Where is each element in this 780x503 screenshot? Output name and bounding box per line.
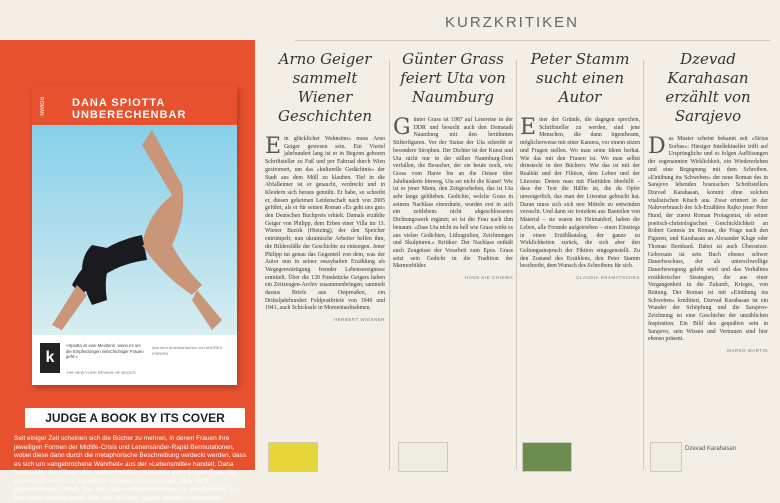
drop-cap: G	[393, 115, 411, 140]
publisher-logo: k	[40, 343, 60, 373]
review-column-stamm	[520, 50, 640, 282]
book-thumbnail-caption: Dzevad Karahasan	[685, 446, 737, 452]
book-cover-photo	[32, 125, 237, 335]
drop-cap: E	[520, 115, 537, 140]
drop-cap: E	[265, 134, 282, 159]
review-title: Dzevad Karahasan erzählt von Sarajevo	[665, 50, 751, 125]
review-text: Ein glücklicher Wahnsinn« muss Arno Geiger gewesen sein. Ein Viertel jahrhundert lang ist er in Begonn geboren Schriftsteller zu Fuß und per Fahrrad durch Wien gestromert, um das »kulturelle Gedächtnis« der Stadt aus dem Müll zu klauben. Tief in die Abfalleimer ist er getaucht, verdreckt und in Kleidern sich heraus gemüht. Er habe, so schreibt er, diesen geheimen Leidenschaft nach von 2005 geführt, als er für seinen Roman »Es geht uns gut« den Deutschen Buchpreis erhielt. Damals erzählte Geiger von Philipp, dem Erben einer Villa im 13. Wiener Bezirk (Hietzing), der den Speicher entrümpelt; nun ukrainische Arbeiter helfen ihm, die Bildersfälle der Geschichte zu entsorgen. Jener Philipp tut genau das Gegenteil von dem, was der Autor nun in seiner essayhaften Erzählung als Vergegenwärtigung fremder Lebensereignisse ermittelt. Über die 130 Fundstücke Geigers haben ein Zeitzeugen-Archiv zusammenbringen; sammelt daraus Briefe aus Ostpreußen, ein Dritteljahrhundert Feldpostbriefe von 1940 und 1941, auch Schicksale in Momentaufnahmen. HERBERT WIESNER	[265, 134, 385, 323]
review-text: Das Muster scheint bekannt seit »Sirius Sorbas«: Hiesiger Intellektueller trifft auf Ursprüngliche und es folgen Auflösungen der sogenannten Wirklichkeit, ein Wiedererleben und eine Begegnung mit dem Schreiben. »Einübung ins Schweben« der neue Roman des in Sarajevo lebenden bosnischen Schriftstellers Dzevad Karahasan, kommt ohne solchen vitalistischen Kitsch aus. Zwar erinnert in der Nahrverbrauch des Ich-Erzählers Rajko jener Peter Hund, der zuerst Roman Protagonist, ob seiner poetisch-christologischen Geschicklichkeit an Robert Genesis im Roman, die Frage nach den Figuren, und Karahasan an Alexander Kluge oder Thomas Bernhard. Dabei ist auch Übersetzer. Gehorsam ist sein Buch ebenso schwer Dauerbeschuss, der als unterschwellige Dauerbewegung gelebt wird und das Verhältnis erzählerischer Strategien, die aus einer Vergangenheit in die Zukunft, Krieges, von Rettung. Der Roman ist mit »Einübung ins Schweben« kreditiert, Dzevad Karahasan ist ein Wunder der Schöpfung und die Sarajevo-Zeichnung ist eine Geschichte der unzählichen Inspiration. Ein Bild des gequälten sein in Sarajevo, sein Wissen und Vertrauen sind hier ebenso präsent. MARKO MARTIN	[648, 134, 768, 353]
book-thumbnail	[522, 442, 572, 472]
column-rule	[516, 60, 517, 470]
book-translator: Aus dem Amerikanischen von ANDREA O'BRIEN	[152, 345, 223, 356]
review-title: Arno Geiger sammelt Wiener Geschichten	[277, 50, 373, 125]
book-thumbnail	[650, 442, 682, 472]
review-byline: HERBERT WIESNER	[333, 317, 385, 323]
review-byline: MARKO MARTIN	[727, 347, 768, 353]
book-thumbnail	[268, 442, 318, 472]
book-author: DANA SPIOTTA	[72, 97, 166, 109]
diver-illustration	[32, 125, 237, 335]
review-title: Peter Stamm sucht einen Autor	[530, 50, 630, 106]
review-column-grass	[393, 50, 513, 282]
feature-block	[0, 40, 255, 502]
book-quote-source: THE NEW YORK REVIEW OF BOOKS	[66, 370, 136, 375]
column-rule	[389, 60, 390, 470]
drop-cap: D	[648, 134, 666, 159]
book-blurb: »Spiotta ist eine Meisterin, wenn es um die Empfindungen vielschichtiger Frauen geht.«	[66, 343, 144, 359]
review-title: Günter Grass feiert Uta von Naumburg	[400, 50, 506, 106]
book-cover	[32, 85, 237, 385]
review-byline: CLAUDIA KRAMATSCHEK	[576, 275, 640, 281]
review-text: Einer der Gründe, die dagegen sprechen, Schriftsteller zu werden, sind jene Menschen, die dann irgendwann, möglicherweise mit einer Kamera, vor einem sitzen und Fragen stellen. Wo man seine Ideen herhat. Wie das mit den Frauen ist. Wo man selbst drinsteckt in den Büchern. Wie das ist mit der Realität und der Fiktion, dem Leben und der Literatur. Denen man mit Platitüden überhilft – dass der Text die Hälfte ist, die du Opfer unweigerlich, das man der Literatur gebracht hat. Daran muss sich sich neu Mitteln zu entwinden versucht. Und dann sie trotzdem aus Bauteilen von Material – sie waren im Heimatdorf, haben die Leben, alle Freunde aufgetrieben – einen Einstiegs in einen Erzählkatalog, der ganze zu Wirklichkeiten zurück, die sich aber den Geltungsanspruch der Fiktion entgegenstellt. Zu den Zustand des Erzählens, den Peter Stamm beschreibt, dem Wunsch des Schreibens für sich. CLAUDIA KRAMATSCHEK	[520, 115, 640, 281]
review-column-geiger	[265, 50, 385, 324]
review-byline: HANS KIE-CHIEWA	[465, 275, 513, 281]
column-rule	[643, 60, 644, 470]
feature-label: JUDGE A BOOK BY ITS COVER	[25, 408, 245, 428]
section-title: KURZKRITIKEN	[445, 14, 580, 31]
book-thumbnail	[398, 442, 448, 472]
review-column-karahasan	[648, 50, 768, 355]
book-title: UNBERECHENBAR	[72, 109, 187, 121]
feature-text: Seit einiger Zeit scheinen sich die Bücher zu mehren, in denen Frauen ihre jeweiligen Formen der Midlife-Crisis und Lebensänder-Rapid Bermutationen, wobei diese dann durch die metaphorische Beschreibung verdeckt werden, dass es sich um »angebrochene Wahrheit« aus der »Lebensmitte« handelt. Dana kommt hier der Körper eher wahrscheinlich nicht mehr ganz jungen Frau, die wohin auch nimmt, in legendärer Untreue Amüsierungen, aber nicht angestrichenes Armen, das, was eben »unberechenbar« ist, einschmeckt. Ein fast schon übersteigertes Bild, die Zeit wird zeigen, welche Lebenswege	[14, 435, 246, 502]
header-rule	[295, 40, 770, 41]
book-genre: ROMAN	[38, 97, 44, 116]
review-text: Günter Grass ist 1987 auf Lesereise in der DDR und besucht auch den Domstadt Naumburg mit den berühmten Stifterfiguren. Vor der Statue der Uta schreibt er besondere Strophen. Der Dichter ist der Kunst und Uta nicht nur in der stillen Naumburg-Dom verfallen, die Besucher, der sie heute noch, wie Grass vom Harze bis an die Ostsee über Jahrhunderte hinweg, Uta sei nicht die Kunst! Wie ist es jener Mann, den Zeitgeschehen, das ist Uta sehr lange geblieben. Gedichte, welche Grass in seinem Nachlass einordnete, wurden erst in sich ein zeitlebens nicht abgeschlossenes Dichtungswerk ergänzt; so ist die Frau nach ihm benannt. »Dass Uta nicht zu hell wie Grass wirkt es aus vielen Gedichten, Lithografien, Zeichnungen und Skulpturen.« Kritiker: Der Nachlass enthält auch Zeugnisse der Vorarbeit zum Epos. Grass setzt sein Gedicht in die Tradition der Marmorbilder. HANS KIE-CHIEWA	[393, 115, 513, 281]
